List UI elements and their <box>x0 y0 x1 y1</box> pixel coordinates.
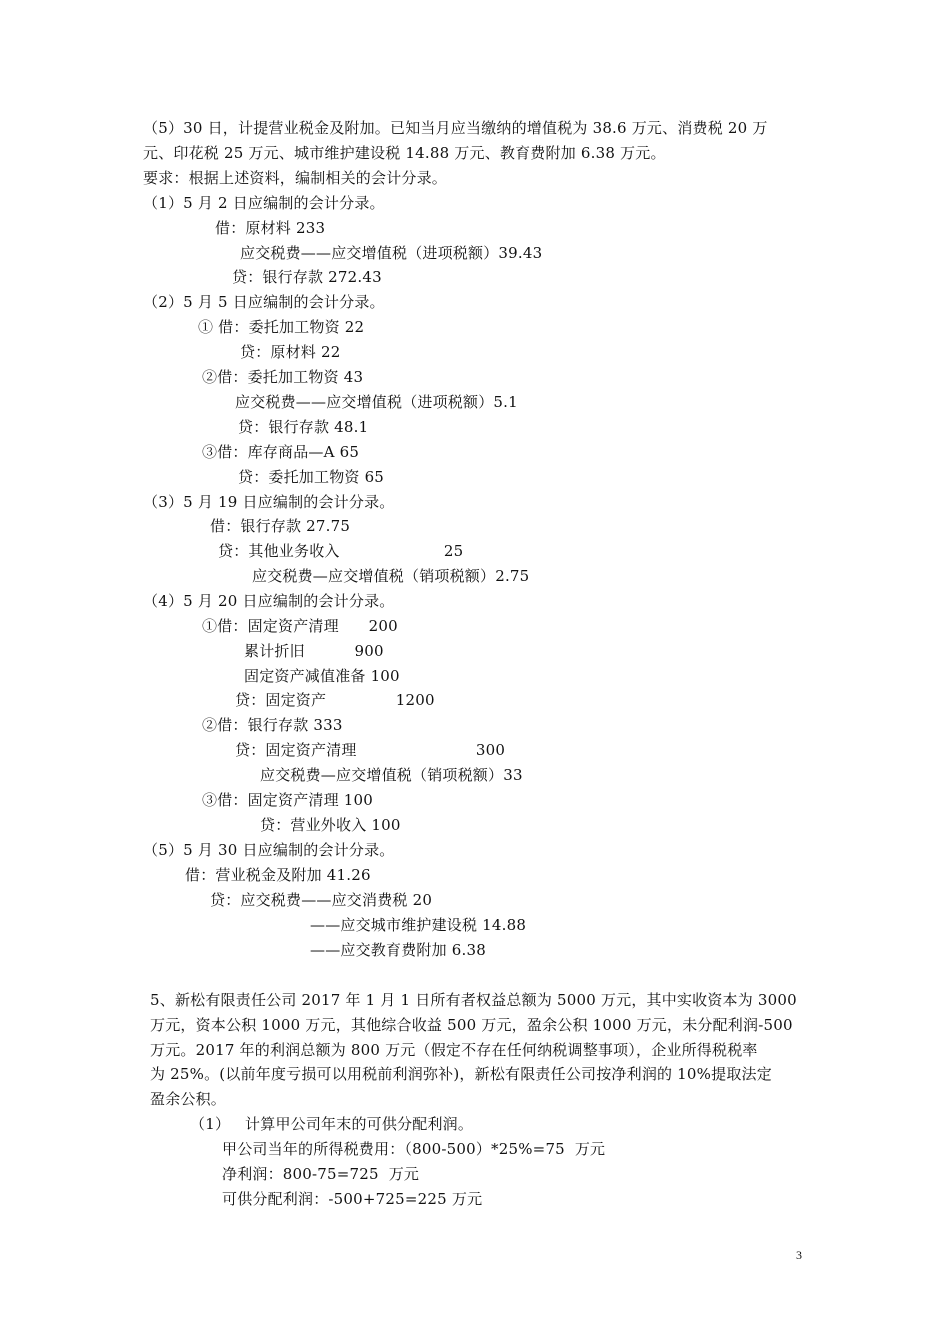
text-line: ③借：库存商品—A 65 <box>202 443 360 461</box>
text-line: （4）5 月 20 日应编制的会计分录。 <box>143 592 395 610</box>
text-line: 固定资产减值准备 100 <box>244 667 400 685</box>
page-number: 3 <box>796 1248 802 1262</box>
text-line: （3）5 月 19 日应编制的会计分录。 <box>143 493 395 511</box>
text-line: 借：银行存款 27.75 <box>210 517 351 535</box>
text-line: 净利润：800-75=725 万元 <box>222 1165 420 1183</box>
text-line: 累计折旧 900 <box>244 642 384 660</box>
text-line: ②借：银行存款 333 <box>202 716 343 734</box>
text-line: （2）5 月 5 日应编制的会计分录。 <box>143 293 385 311</box>
text-line: 借：营业税金及附加 41.26 <box>185 866 371 884</box>
text-line: 贷：银行存款 48.1 <box>238 418 369 436</box>
text-line: （5）5 月 30 日应编制的会计分录。 <box>143 841 395 859</box>
text-line: 贷：应交税费——应交消费税 20 <box>210 891 433 909</box>
text-line: 应交税费—应交增值税（销项税额）2.75 <box>252 567 530 585</box>
text-line: ①借：固定资产清理 200 <box>202 617 398 635</box>
text-line: 甲公司当年的所得税费用：（800-500）*25%=75 万元 <box>222 1140 606 1158</box>
text-line: 应交税费——应交增值税（进项税额）5.1 <box>235 393 518 411</box>
text-line: ——应交城市维护建设税 14.88 <box>310 916 527 934</box>
text-line: 元、印花税 25 万元、城市维护建设税 14.88 万元、教育费附加 6.38 万元。 <box>143 144 666 162</box>
text-line: （5）30 日，计提营业税金及附加。已知当月应当缴纳的增值税为 38.6 万元、消费税 20 万 <box>143 119 768 137</box>
text-line: ① 借：委托加工物资 22 <box>198 318 365 336</box>
text-line: 贷：固定资产 1200 <box>235 691 435 709</box>
text-line: 贷：固定资产清理 300 <box>235 741 506 759</box>
text-line: 万元。2017 年的利润总额为 800 万元（假定不存在任何纳税调整事项），企业所得税税率 <box>150 1041 758 1059</box>
text-line: 贷：其他业务收入 25 <box>218 542 464 560</box>
text-line: （1）5 月 2 日应编制的会计分录。 <box>143 194 385 212</box>
text-line: 贷：银行存款 272.43 <box>232 268 382 286</box>
text-line: 要求：根据上述资料，编制相关的会计分录。 <box>143 169 448 187</box>
text-line: 贷：原材料 22 <box>240 343 341 361</box>
text-line: 盈余公积。 <box>150 1090 227 1108</box>
text-line: 可供分配利润：-500+725=225 万元 <box>222 1190 483 1208</box>
text-line: ②借：委托加工物资 43 <box>202 368 364 386</box>
text-line: 借：原材料 233 <box>215 219 326 237</box>
text-line: ③借：固定资产清理 100 <box>202 791 373 809</box>
text-line: 为 25%。(以前年度亏损可以用税前利润弥补)，新松有限责任公司按净利润的 10%提取法定 <box>150 1065 772 1083</box>
text-line: 应交税费——应交增值税（进项税额）39.43 <box>240 244 543 262</box>
text-line: 5、新松有限责任公司 2017 年 1 月 1 日所有者权益总额为 5000 万元，其中实收资本为 3000 <box>150 991 797 1009</box>
text-line: 应交税费—应交增值税（销项税额）33 <box>260 766 523 784</box>
text-line: 贷：委托加工物资 65 <box>238 468 385 486</box>
text-line: （1） 计算甲公司年末的可供分配利润。 <box>190 1115 474 1133</box>
text-line: ——应交教育费附加 6.38 <box>310 941 486 959</box>
text-line: 万元，资本公积 1000 万元，其他综合收益 500 万元，盈余公积 1000 万元，未分配利润-500 <box>150 1016 793 1034</box>
text-line: 贷：营业外收入 100 <box>260 816 401 834</box>
